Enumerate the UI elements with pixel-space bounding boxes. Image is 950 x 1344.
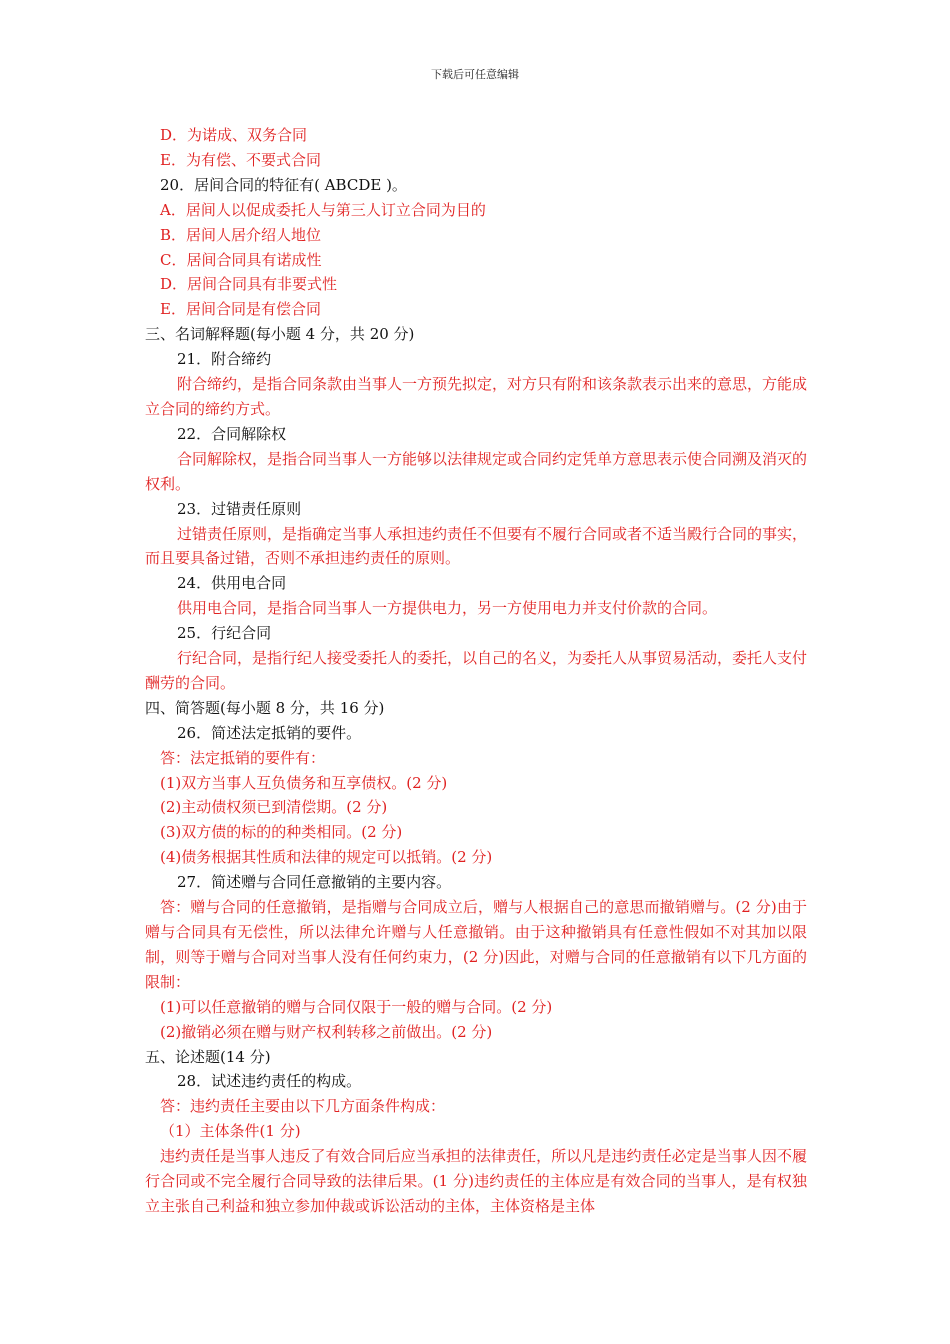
answer-text: A．居间人以促成委托人与第三人订立合同为目的 (160, 200, 486, 219)
answer-text: 过错责任原则，是指确定当事人承担违约责任不但要有不履行合同或者不适当殿行合同的事实，而且要具备过错，否则不承担违约责任的原则。 (145, 524, 808, 568)
question-text: 26．简述法定抵销的要件。 (177, 723, 362, 742)
answer-text: C．居间合同具有诺成性 (160, 250, 322, 269)
answer-text: (4)债务根据其性质和法律的规定可以抵销。(2 分) (160, 848, 493, 867)
answer-text: D．为诺成、双务合同 (160, 126, 308, 144)
question-text: 24．供用电合同 (177, 574, 287, 593)
answer-text: 答：赠与合同的任意撤销，是指赠与合同成立后，赠与人根据自己的意思而撤销赠与。(2 分)由于赠与合同具有无偿性，所以法律允许赠与人任意撤销。由于这种撤销具有任意性假如不对其加以限制，则等于赠与合同对当事人没有任何约束力，(2 分)因此，对赠与合同的任意撤销有以下几方面的限制： (145, 898, 807, 991)
question-text: 28．试述违约责任的构成。 (177, 1072, 362, 1091)
question-text: 22．合同解除权 (177, 424, 287, 443)
answer-text: (3)双方债的标的的种类相同。(2 分) (160, 823, 403, 842)
question-text: 三、名词解释题(每小题 4 分，共 20 分) (145, 325, 415, 344)
answer-text: E．居间合同是有偿合同 (160, 300, 321, 319)
answer-text: D．居间合同具有非要式性 (160, 275, 338, 294)
answer-text: 答：违约责任主要由以下几方面条件构成： (160, 1097, 446, 1116)
question-text: 23．过错责任原则 (177, 499, 302, 518)
question-text: 四、简答题(每小题 8 分，共 16 分) (145, 698, 385, 717)
answer-text: 供用电合同，是指合同当事人一方提供电力，另一方使用电力并支付价款的合同。 (177, 599, 718, 618)
question-text: 21．附合缔约 (177, 350, 272, 369)
document-body (145, 123, 807, 1219)
answer-text: (2)撤销必须在赠与财产权利转移之前做出。(2 分) (160, 1022, 493, 1041)
answer-text: (1)双方当事人互负债务和互享债权。(2 分) (160, 773, 448, 792)
answer-text: （1）主体条件(1 分) (160, 1122, 301, 1141)
question-text: 20．居间合同的特征有( ABCDE )。 (160, 175, 407, 194)
question-text: 五、论述题(14 分) (145, 1047, 271, 1066)
page-header: 下载后可任意编辑 (431, 68, 519, 81)
question-text: 25．行纪合同 (177, 624, 272, 643)
answer-text: 附合缔约，是指合同条款由当事人一方预先拟定，对方只有附和该条款表示出来的意思，方能成立合同的缔约方式。 (145, 375, 808, 418)
question-text: 27．简述赠与合同任意撤销的主要内容。 (177, 873, 452, 892)
answer-text: 行纪合同，是指行纪人接受委托人的委托，以自己的名义，为委托人从事贸易活动，委托人支付酬劳的合同。 (145, 649, 808, 692)
answer-text: E．为有偿、不要式合同 (160, 150, 321, 169)
answer-text: 答：法定抵销的要件有： (160, 748, 326, 767)
answer-text: B．居间人居介绍人地位 (160, 225, 322, 244)
answer-text: (1)可以任意撤销的赠与合同仅限于一般的赠与合同。(2 分) (160, 997, 553, 1016)
answer-text: (2)主动债权须已到清偿期。(2 分) (160, 798, 388, 817)
answer-text: 违约责任是当事人违反了有效合同后应当承担的法律责任，所以凡是违约责任必定是当事人因不履行合同或不完全履行合同导致的法律后果。(1 分)违约责任的主体应是有效合同的当事人，是有权独立主张自己利益和独立参加仲裁或诉讼活动的主体，主体资格是主体 (145, 1147, 807, 1215)
answer-text: 合同解除权，是指合同当事人一方能够以法律规定或合同约定凭单方意思表示使合同溯及消灭的权利。 (145, 449, 808, 493)
